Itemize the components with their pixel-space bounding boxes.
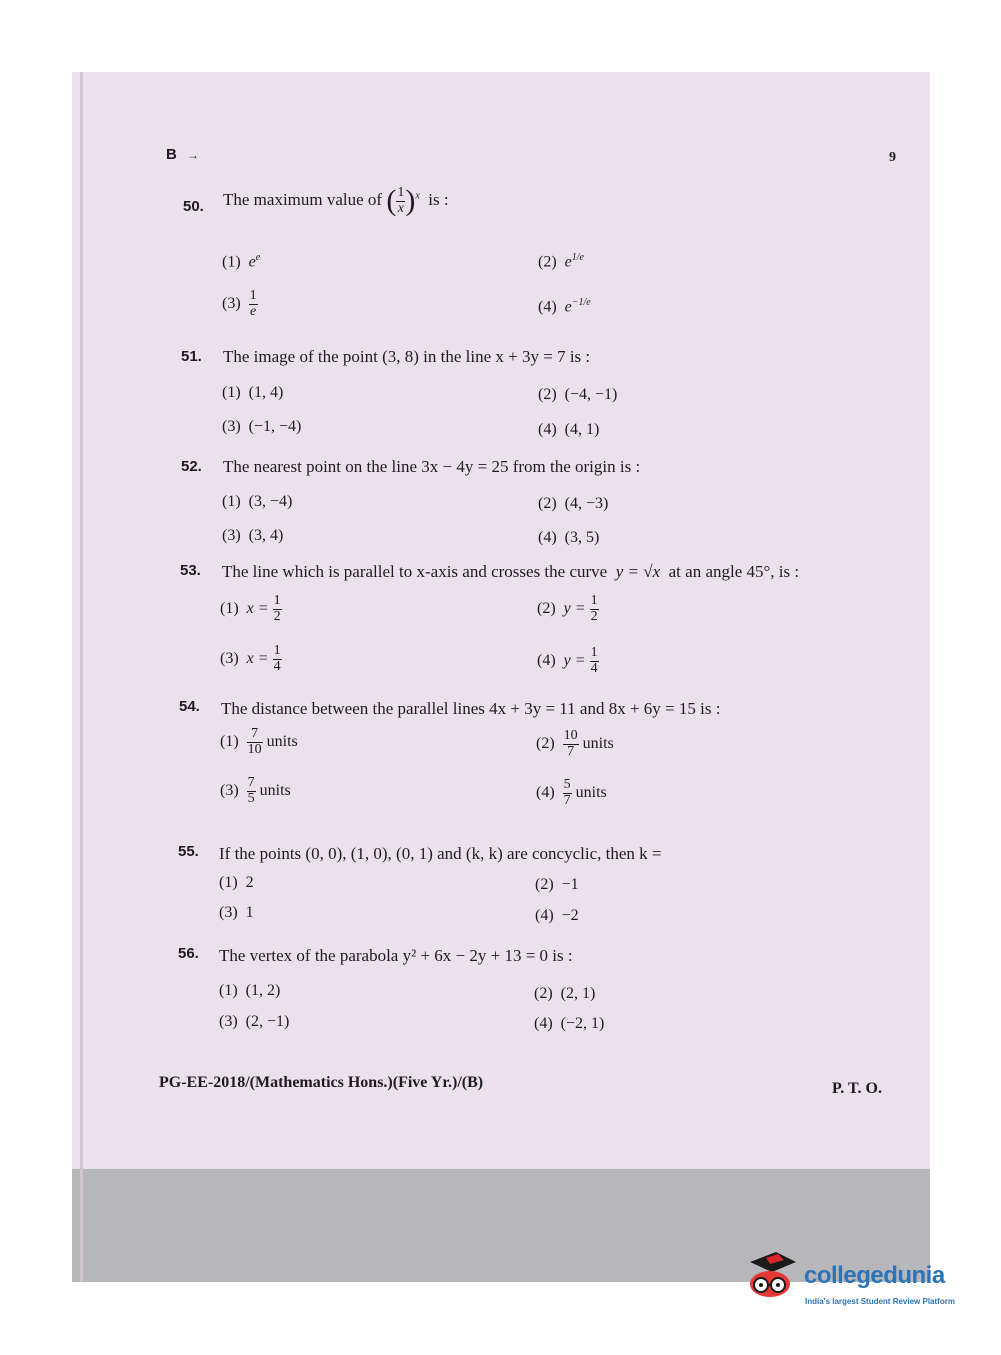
question-text: The maximum value of ( $\frac{1}{x}$ )$^x$ is : [223,184,449,217]
question-text: The vertex of the parabola y² + 6x − 2y + 13 = 0 is : [219,946,573,965]
option: (1) (3, −4) [222,493,293,510]
option: (1) (1, 2) [219,982,281,999]
paper-code: PG-EE-2018/(Mathematics Hons.)(Five Yr.)/(B) [159,1074,484,1091]
option: (2) (−4, −1) [538,386,618,403]
pto-label: P. T. O. [832,1080,882,1097]
graduate-mascot-icon [746,1248,798,1300]
question-text: The distance between the parallel lines 4x + 3y = 11 and 8x + 6y = 15 is : [221,699,721,718]
option: (4) $\frac{5}{7}$ units [536,777,607,808]
option: (1) $\frac{7}{10}$ units [220,726,298,757]
option: (3) $\frac{1}{e}$ [222,288,257,319]
option: (3) (−1, −4) [222,418,302,435]
page-crease [80,72,83,1282]
option: (1) 2 [219,874,254,891]
option: (4) (3, 5) [538,529,600,546]
question-text: The nearest point on the line 3x − 4y = 25 from the origin is : [223,457,641,476]
option: (4) y = $\frac{1}{4}$ [537,645,598,676]
question-text: If the points (0, 0), (1, 0), (0, 1) and (k, k) are concyclic, then k = [219,844,662,863]
option: (2) (4, −3) [538,495,609,512]
series-label: B [166,146,177,163]
question-text: The image of the point (3, 8) in the line x + 3y = 7 is : [223,347,591,366]
option: (2) −1 [535,876,579,893]
option: (2) (2, 1) [534,985,596,1002]
brand-tagline: India's largest Student Review Platform [805,1297,955,1306]
option: (4) (−2, 1) [534,1015,605,1032]
option: (1) (1, 4) [222,384,284,401]
question-number: 52. [181,458,202,475]
paper-sheet [72,72,930,1169]
option: (1) x = $\frac{1}{2}$ [220,593,281,624]
scanned-page [72,72,930,1282]
series-arrow: → [187,148,199,162]
question-number: 54. [179,698,200,715]
question-number: 53. [180,562,201,579]
page-number: 9 [889,150,896,165]
option: (4) $e^{-1/e}$ [538,297,591,316]
brand-name: collegedunia [804,1262,945,1289]
option: (2) $e^{1/e}$ [538,252,584,271]
option: (1) $e^e$ [222,252,261,271]
option: (3) 1 [219,904,254,921]
option: (3) $\frac{7}{5}$ units [220,775,291,806]
question-number: 56. [178,945,199,962]
option: (2) y = $\frac{1}{2}$ [537,593,598,624]
option: (4) −2 [535,907,579,924]
option: (2) $\frac{10}{7}$ units [536,728,614,759]
question-number: 50. [183,198,204,215]
option: (3) (2, −1) [219,1013,290,1030]
option: (3) (3, 4) [222,527,284,544]
question-text: The line which is parallel to x-axis and crosses the curve y = √x at an angle 45°, is : [222,562,800,581]
question-number: 51. [181,348,202,365]
question-number: 55. [178,843,199,860]
option: (4) (4, 1) [538,421,600,438]
option: (3) x = $\frac{1}{4}$ [220,643,281,674]
